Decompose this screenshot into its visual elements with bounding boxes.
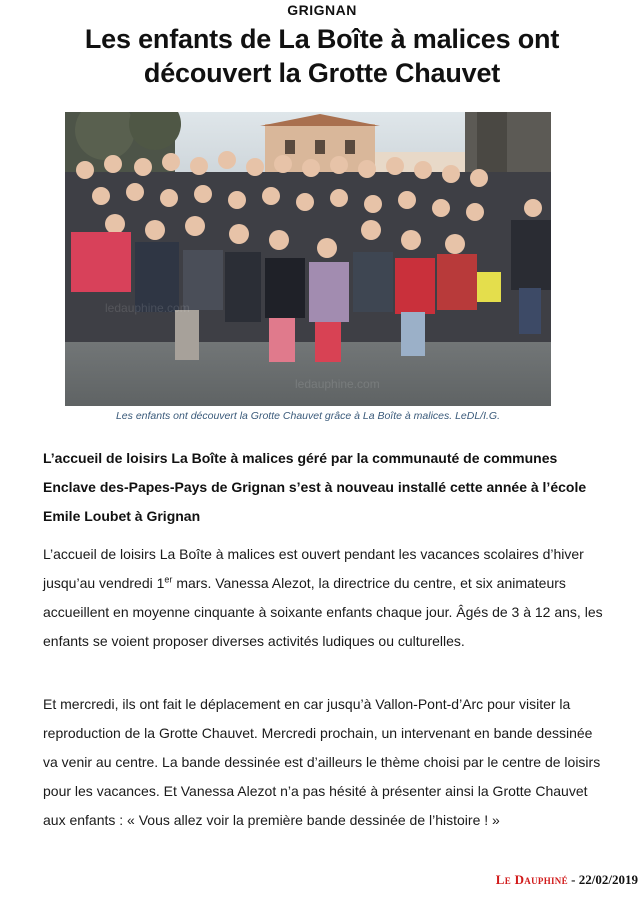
article-paragraph-1 — [43, 540, 603, 656]
article-paragraph-2: Et mercredi, ils ont fait le déplacement en car jusqu’à Vallon-Pont-d’Arc pour visiter la reproduction de la Grotte Chauvet. Mercredi prochain, un intervenant en bande dessinée va venir au centre. La bande dessinée est d’ailleurs le thème choisi par le centre de loisirs pour les vacances. Et Vanessa Alezot n’a pas hésité à présenter ainsi la Grotte Chauvet aux enfants : « Vous allez voir la première bande dessinée de l’histoire ! » — [43, 696, 601, 828]
svg-text:ledauphine.com: ledauphine.com — [295, 377, 380, 391]
publication-name: Le Dauphiné — [495, 872, 568, 887]
group-photo — [65, 112, 551, 406]
photo-caption: Les enfants ont découvert la Grotte Chauvet grâce à La Boîte à malices. LeDL/I.G. — [115, 410, 501, 422]
paragraph-1-text-before: L’accueil de loisirs La Boîte à malices est ouvert pendant les vacances scolaires d’hiver jusqu’au vendredi 1 — [43, 546, 584, 591]
headline: Les enfants de La Boîte à malices ont découvert la Grotte Chauvet — [84, 24, 560, 88]
publication-date: 22/02/2019 — [578, 872, 638, 887]
footer-separator: - — [567, 872, 579, 887]
publication-footer — [496, 872, 638, 888]
svg-text:ledauphine.com: ledauphine.com — [105, 301, 190, 315]
paragraph-1-text-after: mars. Vanessa Alezot, la directrice du centre, et six animateurs accueillent en moyenne cinquante à soixante enfants chaque jour. Âgés de 3 à 12 ans, les enfants se voient proposer diverses activités ludiques ou culturelles. — [43, 575, 603, 649]
section-kicker: GRIGNAN — [287, 2, 357, 18]
paragraph-1-superscript: er — [164, 574, 173, 585]
article-lead: L’accueil de loisirs La Boîte à malices géré par la communauté de communes Enclave des-Papes-Pays de Grignan s’est à nouveau installé cette année à l’école Emile Loubet à Grignan — [43, 450, 587, 524]
